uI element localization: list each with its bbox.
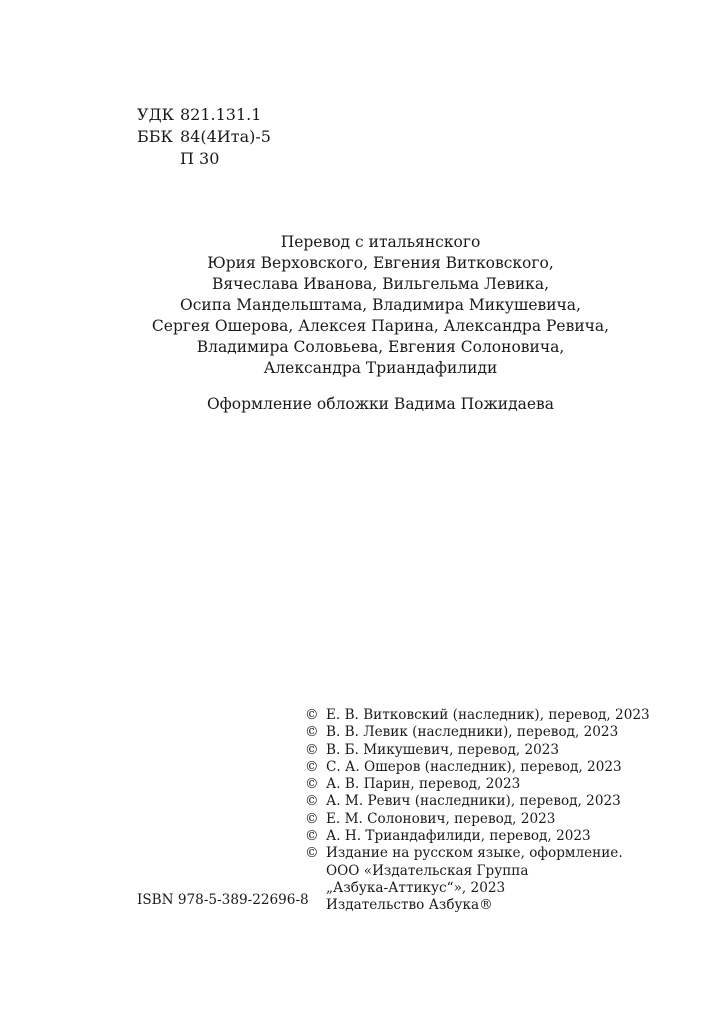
classification-block bbox=[137, 104, 271, 170]
copyright-entry bbox=[305, 776, 650, 793]
credits-line: Сергея Ошерова, Алексея Парина, Александра Ревича, bbox=[151, 317, 610, 335]
copyright-entry bbox=[305, 759, 650, 776]
translation-credits bbox=[0, 232, 709, 379]
copyright-entry bbox=[305, 793, 650, 810]
credits-line: Перевод с итальянского bbox=[280, 233, 481, 251]
copyright-block bbox=[305, 707, 650, 915]
publisher-line: „Азбука-Аттикус“», 2023 bbox=[326, 879, 506, 896]
copyright-text: А. Н. Триандафилиди, перевод, 2023 bbox=[326, 828, 591, 845]
copyright-text: В. В. Левик (наследники), перевод, 2023 bbox=[326, 724, 619, 741]
copyright-symbol: © bbox=[305, 793, 319, 810]
copyright-symbol: © bbox=[305, 810, 319, 827]
copyright-entry bbox=[305, 811, 650, 828]
copyright-entry bbox=[305, 845, 650, 862]
cover-design-credit: Оформление обложки Вадима Пожидаева bbox=[206, 395, 555, 413]
credits-line: Александра Триандафилиди bbox=[263, 359, 498, 377]
author-mark-row bbox=[137, 148, 271, 170]
isbn: ISBN 978-5-389-22696-8 bbox=[137, 892, 309, 908]
copyright-text: Издание на русском языке, оформление. bbox=[326, 845, 623, 862]
credits-line: Владимира Соловьева, Евгения Солоновича, bbox=[196, 338, 565, 356]
copyright-symbol: © bbox=[305, 707, 319, 723]
copyright-entry bbox=[305, 724, 650, 741]
credits-line: Юрия Верховского, Евгения Витковского, bbox=[207, 254, 554, 272]
copyright-text: С. А. Ошеров (наследник), перевод, 2023 bbox=[326, 758, 622, 775]
udk-row bbox=[137, 104, 271, 126]
copyright-symbol: © bbox=[305, 741, 319, 758]
copyright-symbol: © bbox=[305, 758, 319, 775]
udk-label: УДК bbox=[137, 105, 174, 124]
publisher-line: Издательство Азбука® bbox=[326, 897, 493, 914]
copyright-symbol: © bbox=[305, 776, 319, 793]
copyright-symbol: © bbox=[305, 845, 319, 862]
bbk-label: ББК bbox=[137, 127, 173, 146]
bbk-value: 84(4Ита)-5 bbox=[180, 127, 271, 146]
credits-line: Вячеслава Иванова, Вильгельма Левика, bbox=[211, 275, 550, 293]
copyright-entry bbox=[305, 828, 650, 845]
copyright-entry bbox=[305, 707, 650, 724]
udk-value: 821.131.1 bbox=[180, 105, 262, 124]
copyright-symbol: © bbox=[305, 724, 319, 741]
copyright-text: А. М. Ревич (наследники), перевод, 2023 bbox=[326, 793, 621, 810]
copyright-text: Е. М. Солонович, перевод, 2023 bbox=[326, 810, 556, 827]
copyright-text: Е. В. Витковский (наследник), перевод, 2023 bbox=[326, 707, 650, 723]
copyright-text: А. В. Парин, перевод, 2023 bbox=[326, 776, 521, 793]
copyright-text: В. Б. Микушевич, перевод, 2023 bbox=[326, 741, 560, 758]
bbk-row bbox=[137, 126, 271, 148]
copyright-symbol: © bbox=[305, 828, 319, 845]
publisher-line: ООО «Издательская Группа bbox=[326, 862, 529, 879]
credits-line: Осипа Мандельштама, Владимира Микушевича, bbox=[180, 296, 581, 314]
author-mark: П 30 bbox=[180, 149, 220, 168]
copyright-entry bbox=[305, 742, 650, 759]
